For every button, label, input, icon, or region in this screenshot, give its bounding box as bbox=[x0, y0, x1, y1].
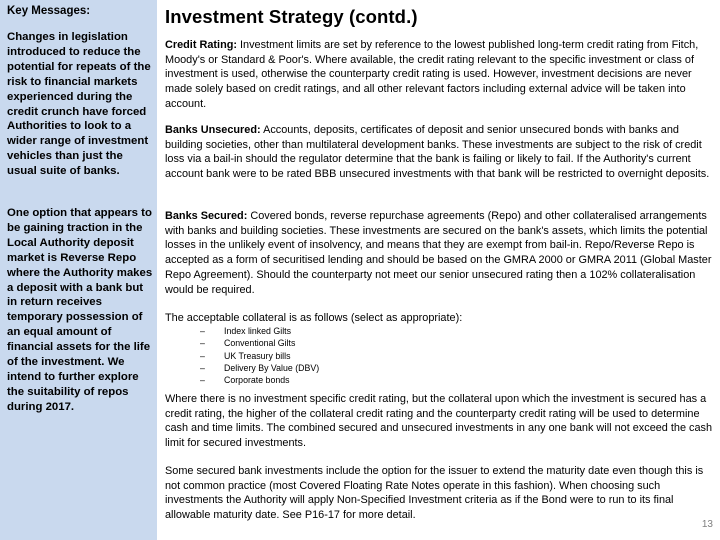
page-title: Investment Strategy (contd.) bbox=[165, 6, 418, 27]
banks-unsecured-paragraph bbox=[165, 123, 713, 182]
collateral-intro: The acceptable collateral is as follows (select as appropriate): bbox=[165, 312, 463, 324]
banks-secured-text: Covered bonds, reverse repurchase agreements (Repo) and other collateralised arrangements with banks and building societies. These investments are secured on the bank's assets, which limits the potential losses in the unlikely event of insolvency, and means that they are exempt from bail-in. Repo/Reverse Repo is accepted as a form of securitised lending and should be based on the GMRA 2000 or GMRA 2011 (Global Master Repo Agreement). Should the counterparty not meet our senior unsecured rating then a 102% collateralisation would be required. bbox=[165, 210, 712, 296]
collateral-item-label: Delivery By Value (DBV) bbox=[224, 362, 320, 373]
page-number: 13 bbox=[701, 519, 713, 530]
collateral-item-label: UK Treasury bills bbox=[224, 350, 291, 361]
credit-rating-text: Investment limits are set by reference to the lowest published long-term credit rating from Fitch, Moody's or Standard & Poor's. Where available, the credit rating relevant to the specific investment or class of investment is used, otherwise the counterparty credit rating is used. However, investment decisions are never made solely based on credit ratings, and all other relevant factors including external advice will be taken into account. bbox=[165, 39, 699, 110]
key-message-reverse-repo: One option that appears to be gaining traction in the Local Authority deposit market is Reverse Repo where the Authority makes a deposit with a bank but in return receives temporary possession of an equal amount of financial assets for the life of the investment. We intend to further explore the suitability of repos during 2017. bbox=[7, 207, 153, 413]
banks-unsecured-text: Accounts, deposits, certificates of deposit and senior unsecured bonds with banks and building societies, other than multilateral development banks. These investments are subject to the risk of credit loss via a bail-in should the regulator determine that the bank is failing or likely to fail. If the Authority's current account bank were to be rated BBB unsecured investments with that bank will be restricted to overnight deposits. bbox=[165, 124, 710, 181]
key-messages-panel bbox=[0, 0, 157, 540]
list-item: – Corporate bonds bbox=[200, 375, 290, 386]
collateral-item-label: Index linked Gilts bbox=[224, 326, 291, 336]
collateral-item-label: Conventional Gilts bbox=[224, 338, 296, 349]
credit-rating-lead: Credit Rating: bbox=[165, 39, 237, 51]
banks-secured-lead: Banks Secured: bbox=[165, 210, 248, 222]
maturity-extension-paragraph: Some secured bank investments include the option for the issuer to extend the maturity date even though this is not common practice (most Covered Floating Rate Notes operate in this fashion). When choosing such investments the Authority will apply Non-Specified Investment criteria as if the Bond were to run to its final allowable maturity date. See P16-17 for more detail. bbox=[165, 465, 704, 522]
list-item: – Conventional Gilts bbox=[200, 338, 296, 349]
key-message-legislation: Changes in legislation introduced to reduce the potential for repeats of the risk to financial markets experienced during the credit crunch have forced Authorities to look to a wider range of investment vehicles than just the usual suite of banks. bbox=[7, 31, 151, 178]
list-item: – Delivery By Value (DBV) bbox=[200, 362, 320, 373]
collateral-list bbox=[200, 325, 319, 386]
no-rating-paragraph: Where there is no investment specific credit rating, but the collateral upon which the investment is secured has a credit rating, the higher of the collateral credit rating and the counterparty credit rating will be used to determine cash and time limits. The combined secured and unsecured investments in any one bank will not exceed the cash limit for secured investments. bbox=[165, 393, 713, 450]
banks-unsecured-lead: Banks Unsecured: bbox=[165, 124, 261, 136]
credit-rating-paragraph bbox=[165, 38, 713, 112]
key-messages-heading: Key Messages: bbox=[7, 5, 91, 17]
collateral-item-label: Corporate bonds bbox=[224, 375, 290, 386]
list-item: – UK Treasury bills bbox=[200, 350, 291, 361]
banks-secured-paragraph bbox=[165, 209, 713, 297]
list-item: – Index linked Gilts bbox=[200, 326, 291, 336]
